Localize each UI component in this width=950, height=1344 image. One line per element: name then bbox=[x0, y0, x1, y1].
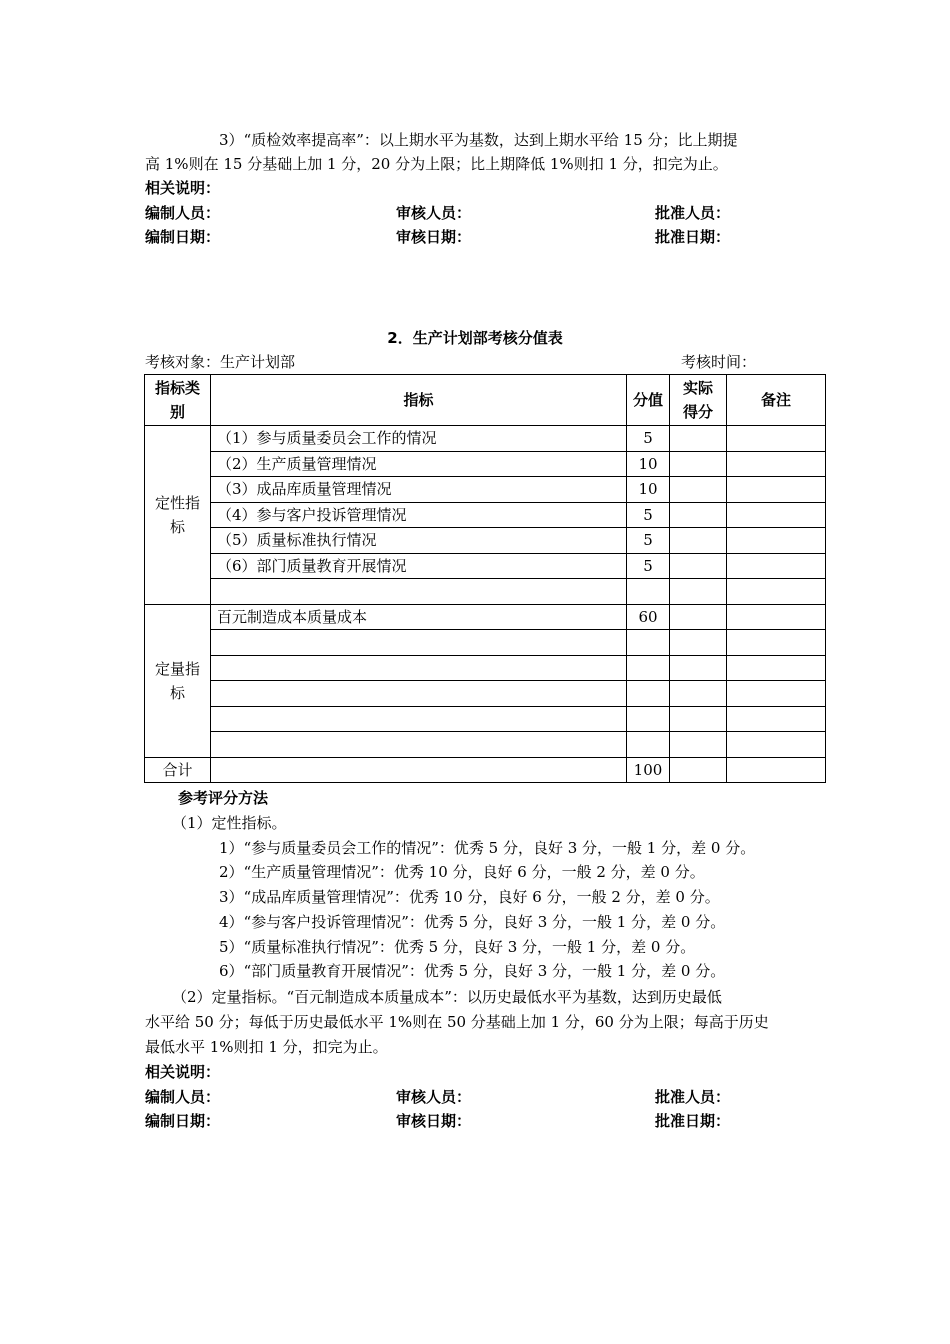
header-actual: 实际得分 bbox=[670, 375, 727, 426]
score-cell: 5 bbox=[627, 528, 670, 554]
indicator-cell bbox=[211, 681, 627, 707]
indicator-cell bbox=[211, 579, 627, 605]
assessment-time: 考核时间： bbox=[681, 353, 757, 371]
category-qualitative: 定性指标 bbox=[145, 426, 211, 605]
actual-cell[interactable] bbox=[670, 426, 727, 452]
bottom-approver-label: 批准人员： bbox=[655, 1088, 731, 1106]
bottom-approve-date-label: 批准日期： bbox=[655, 1112, 731, 1130]
remark-cell[interactable] bbox=[727, 426, 826, 452]
method-heading: 参考评分方法 bbox=[178, 789, 269, 807]
total-indicator-cell bbox=[211, 757, 627, 783]
score-cell: 5 bbox=[627, 502, 670, 528]
score-cell: 5 bbox=[627, 426, 670, 452]
header-category: 指标类别 bbox=[145, 375, 211, 426]
score-cell bbox=[627, 579, 670, 605]
actual-cell[interactable] bbox=[670, 757, 727, 783]
remark-cell[interactable] bbox=[727, 477, 826, 503]
remark-cell[interactable] bbox=[727, 579, 826, 605]
method-item: 4）“参与客户投诉管理情况”：优秀 5 分，良好 3 分，一般 1 分，差 0 分。 bbox=[219, 913, 726, 931]
table-row bbox=[145, 732, 826, 758]
score-cell: 5 bbox=[627, 553, 670, 579]
table-row bbox=[145, 426, 826, 452]
actual-cell[interactable] bbox=[670, 706, 727, 732]
actual-cell[interactable] bbox=[670, 502, 727, 528]
remark-cell[interactable] bbox=[727, 553, 826, 579]
header-indicator: 指标 bbox=[211, 375, 627, 426]
actual-cell[interactable] bbox=[670, 630, 727, 656]
actual-cell[interactable] bbox=[670, 553, 727, 579]
bottom-reviewer-label: 审核人员： bbox=[396, 1088, 472, 1106]
top-notes-label: 相关说明： bbox=[145, 179, 221, 197]
actual-cell[interactable] bbox=[670, 528, 727, 554]
table-row bbox=[145, 681, 826, 707]
score-table bbox=[144, 374, 826, 783]
remark-cell[interactable] bbox=[727, 655, 826, 681]
score-cell bbox=[627, 681, 670, 707]
top-item3-line2: 高 1%则在 15 分基础上加 1 分，20 分为上限；比上期降低 1%则扣 1 分，扣完为止。 bbox=[145, 155, 728, 173]
indicator-cell: （3）成品库质量管理情况 bbox=[211, 477, 627, 503]
category-quantitative: 定量指标 bbox=[145, 604, 211, 757]
score-cell: 10 bbox=[627, 477, 670, 503]
actual-cell[interactable] bbox=[670, 681, 727, 707]
table-row bbox=[145, 604, 826, 630]
table-row bbox=[145, 502, 826, 528]
table-row bbox=[145, 528, 826, 554]
method-item: 2）“生产质量管理情况”：优秀 10 分，良好 6 分，一般 2 分，差 0 分。 bbox=[219, 863, 705, 881]
table-row bbox=[145, 630, 826, 656]
table-row bbox=[145, 477, 826, 503]
indicator-cell bbox=[211, 732, 627, 758]
remark-cell[interactable] bbox=[727, 604, 826, 630]
section-title: 2．生产计划部考核分值表 bbox=[387, 329, 563, 347]
indicator-cell bbox=[211, 630, 627, 656]
remark-cell[interactable] bbox=[727, 451, 826, 477]
top-approve-date-label: 批准日期： bbox=[655, 228, 731, 246]
score-cell bbox=[627, 630, 670, 656]
method-qual-heading: （1）定性指标。 bbox=[172, 814, 287, 832]
bottom-compiler-label: 编制人员： bbox=[145, 1088, 221, 1106]
score-cell: 10 bbox=[627, 451, 670, 477]
indicator-cell: （1）参与质量委员会工作的情况 bbox=[211, 426, 627, 452]
remark-cell[interactable] bbox=[727, 732, 826, 758]
total-score: 100 bbox=[627, 757, 670, 783]
table-row bbox=[145, 451, 826, 477]
assessment-target: 考核对象：生产计划部 bbox=[145, 353, 296, 371]
actual-cell[interactable] bbox=[670, 655, 727, 681]
top-compile-date-label: 编制日期： bbox=[145, 228, 221, 246]
table-row bbox=[145, 579, 826, 605]
indicator-cell: 百元制造成本质量成本 bbox=[211, 604, 627, 630]
method-quant-line3: 最低水平 1%则扣 1 分，扣完为止。 bbox=[145, 1038, 388, 1056]
remark-cell[interactable] bbox=[727, 502, 826, 528]
score-cell bbox=[627, 706, 670, 732]
remark-cell[interactable] bbox=[727, 528, 826, 554]
table-row bbox=[145, 553, 826, 579]
actual-cell[interactable] bbox=[670, 451, 727, 477]
bottom-notes-label: 相关说明： bbox=[145, 1063, 221, 1081]
top-approver-label: 批准人员： bbox=[655, 204, 731, 222]
actual-cell[interactable] bbox=[670, 732, 727, 758]
indicator-cell bbox=[211, 706, 627, 732]
score-cell: 60 bbox=[627, 604, 670, 630]
method-item: 3）“成品库质量管理情况”：优秀 10 分，良好 6 分，一般 2 分，差 0 分。 bbox=[219, 888, 720, 906]
header-score: 分值 bbox=[627, 375, 670, 426]
indicator-cell: （5）质量标准执行情况 bbox=[211, 528, 627, 554]
table-total-row bbox=[145, 757, 826, 783]
total-label: 合计 bbox=[145, 757, 211, 783]
table-header-row bbox=[145, 375, 826, 426]
indicator-cell: （6）部门质量教育开展情况 bbox=[211, 553, 627, 579]
bottom-compile-date-label: 编制日期： bbox=[145, 1112, 221, 1130]
actual-cell[interactable] bbox=[670, 604, 727, 630]
actual-cell[interactable] bbox=[670, 579, 727, 605]
method-quant-line1: （2）定量指标。“百元制造成本质量成本”：以历史最低水平为基数，达到历史最低 bbox=[172, 988, 722, 1006]
method-item: 5）“质量标准执行情况”：优秀 5 分，良好 3 分，一般 1 分，差 0 分。 bbox=[219, 938, 696, 956]
method-item: 6）“部门质量教育开展情况”：优秀 5 分，良好 3 分，一般 1 分，差 0 分。 bbox=[219, 962, 726, 980]
score-cell bbox=[627, 655, 670, 681]
table-row bbox=[145, 655, 826, 681]
method-item: 1）“参与质量委员会工作的情况”：优秀 5 分，良好 3 分，一般 1 分，差 0 分。 bbox=[219, 839, 756, 857]
actual-cell[interactable] bbox=[670, 477, 727, 503]
table-row bbox=[145, 706, 826, 732]
top-compiler-label: 编制人员： bbox=[145, 204, 221, 222]
indicator-cell bbox=[211, 655, 627, 681]
remark-cell[interactable] bbox=[727, 706, 826, 732]
top-item3-line1: 3）“质检效率提高率”：以上期水平为基数，达到上期水平给 15 分；比上期提 bbox=[219, 131, 738, 149]
indicator-cell: （4）参与客户投诉管理情况 bbox=[211, 502, 627, 528]
remark-cell[interactable] bbox=[727, 630, 826, 656]
method-quant-line2: 水平给 50 分；每低于历史最低水平 1%则在 50 分基础上加 1 分，60 分为上限；每高于历史 bbox=[145, 1013, 769, 1031]
remark-cell[interactable] bbox=[727, 757, 826, 783]
indicator-cell: （2）生产质量管理情况 bbox=[211, 451, 627, 477]
header-remark: 备注 bbox=[727, 375, 826, 426]
score-cell bbox=[627, 732, 670, 758]
bottom-review-date-label: 审核日期： bbox=[396, 1112, 472, 1130]
top-review-date-label: 审核日期： bbox=[396, 228, 472, 246]
top-reviewer-label: 审核人员： bbox=[396, 204, 472, 222]
remark-cell[interactable] bbox=[727, 681, 826, 707]
